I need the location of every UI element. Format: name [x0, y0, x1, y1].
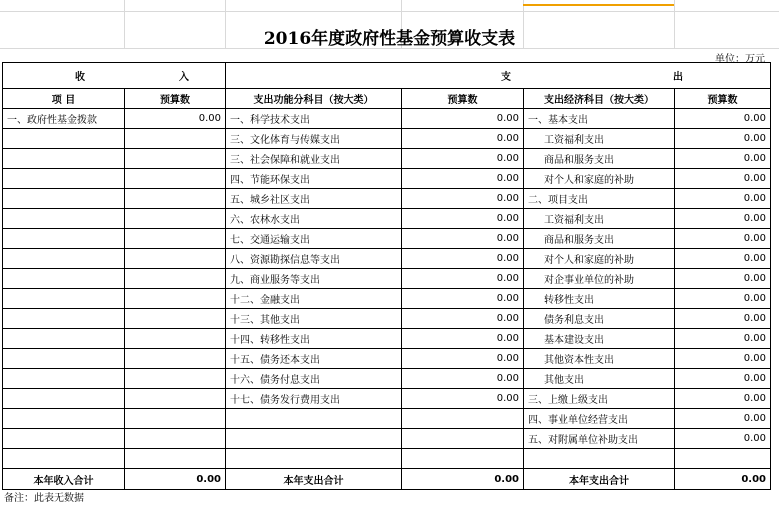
income-header-char1: 收	[75, 72, 85, 83]
income-value-cell[interactable]	[125, 269, 226, 289]
function-value-cell[interactable]: 0.00	[402, 309, 524, 329]
economic-value-cell[interactable]: 0.00	[675, 389, 771, 409]
function-value-cell[interactable]	[402, 429, 524, 449]
table-body	[3, 63, 771, 490]
income-cell[interactable]	[3, 169, 125, 189]
income-cell[interactable]	[3, 209, 125, 229]
economic-cell[interactable]: 对个人和家庭的补助	[524, 249, 675, 269]
function-value-cell[interactable]: 0.00	[402, 109, 524, 129]
table-row	[3, 109, 771, 129]
function-value-cell[interactable]: 0.00	[402, 349, 524, 369]
economic-value-cell[interactable]: 0.00	[675, 129, 771, 149]
income-value-cell[interactable]	[125, 129, 226, 149]
economic-value-cell[interactable]	[675, 449, 771, 469]
income-cell[interactable]	[3, 409, 125, 429]
economic-value-cell[interactable]: 0.00	[675, 109, 771, 129]
income-value-cell[interactable]	[125, 229, 226, 249]
function-value-cell[interactable]: 0.00	[402, 289, 524, 309]
economic-cell[interactable]: 其他资本性支出	[524, 349, 675, 369]
income-value-cell[interactable]	[125, 329, 226, 349]
function-cell[interactable]	[226, 429, 402, 449]
economic-value-cell[interactable]: 0.00	[675, 249, 771, 269]
function-value-cell[interactable]: 0.00	[402, 129, 524, 149]
function-value-cell[interactable]: 0.00	[402, 369, 524, 389]
income-cell[interactable]	[3, 229, 125, 249]
economic-value-cell[interactable]: 0.00	[675, 329, 771, 349]
table-row	[3, 209, 771, 229]
table-row	[3, 449, 771, 469]
total-economic-value[interactable]: 0.00	[675, 469, 771, 490]
function-cell[interactable]: 十五、债务还本支出	[226, 349, 402, 369]
income-value-cell[interactable]	[125, 289, 226, 309]
economic-cell[interactable]: 对企事业单位的补助	[524, 269, 675, 289]
function-cell[interactable]: 十二、金融支出	[226, 289, 402, 309]
table-row	[3, 329, 771, 349]
total-function-value[interactable]: 0.00	[402, 469, 524, 490]
col-header-budget-income[interactable]: 预算数	[125, 89, 226, 109]
table-row	[3, 129, 771, 149]
function-cell[interactable]: 三、文化体育与传媒支出	[226, 129, 402, 149]
economic-value-cell[interactable]: 0.00	[675, 369, 771, 389]
table-row	[3, 369, 771, 389]
economic-cell[interactable]: 四、事业单位经营支出	[524, 409, 675, 429]
function-cell[interactable]: 六、农林水支出	[226, 209, 402, 229]
income-value-cell[interactable]	[125, 189, 226, 209]
income-cell[interactable]	[3, 429, 125, 449]
function-value-cell[interactable]: 0.00	[402, 229, 524, 249]
function-cell[interactable]: 八、资源勘探信息等支出	[226, 249, 402, 269]
unit-label: 单位：万元	[715, 54, 765, 65]
function-cell[interactable]: 十七、债务发行费用支出	[226, 389, 402, 409]
income-value-cell[interactable]	[125, 169, 226, 189]
income-value-cell[interactable]	[125, 449, 226, 469]
income-cell[interactable]	[3, 189, 125, 209]
function-cell[interactable]: 十四、转移性支出	[226, 329, 402, 349]
table-row	[3, 169, 771, 189]
economic-cell[interactable]: 工资福利支出	[524, 129, 675, 149]
economic-cell[interactable]: 工资福利支出	[524, 209, 675, 229]
economic-cell[interactable]: 三、上缴上级支出	[524, 389, 675, 409]
economic-value-cell[interactable]: 0.00	[675, 209, 771, 229]
income-value-cell[interactable]	[125, 149, 226, 169]
income-cell[interactable]	[3, 249, 125, 269]
function-value-cell[interactable]	[402, 449, 524, 469]
income-value-cell[interactable]	[125, 349, 226, 369]
table-row	[3, 189, 771, 209]
function-value-cell[interactable]: 0.00	[402, 209, 524, 229]
function-cell[interactable]: 三、社会保障和就业支出	[226, 149, 402, 169]
table-row	[3, 229, 771, 249]
table-row	[3, 149, 771, 169]
income-value-cell[interactable]	[125, 429, 226, 449]
income-cell[interactable]	[3, 389, 125, 409]
budget-table	[2, 62, 771, 490]
income-value-cell[interactable]	[125, 209, 226, 229]
function-value-cell[interactable]: 0.00	[402, 249, 524, 269]
economic-value-cell[interactable]: 0.00	[675, 269, 771, 289]
table-row	[3, 389, 771, 409]
function-cell[interactable]: 九、商业服务等支出	[226, 269, 402, 289]
income-cell[interactable]: 一、政府性基金拨款	[3, 109, 125, 129]
function-value-cell[interactable]: 0.00	[402, 389, 524, 409]
header-row-2	[3, 89, 771, 109]
income-header-char2: 入	[179, 72, 189, 83]
income-cell[interactable]	[3, 349, 125, 369]
col-header-economic[interactable]: 支出经济科目（按大类）	[524, 89, 675, 109]
sheet-gridline	[0, 11, 779, 12]
economic-cell[interactable]: 债务利息支出	[524, 309, 675, 329]
function-cell[interactable]	[226, 409, 402, 429]
col-header-item[interactable]: 项 目	[3, 89, 125, 109]
economic-cell[interactable]: 转移性支出	[524, 289, 675, 309]
footnote: 备注：此表无数据	[4, 493, 84, 504]
economic-value-cell[interactable]: 0.00	[675, 429, 771, 449]
income-cell[interactable]	[3, 269, 125, 289]
col-header-function[interactable]: 支出功能分科目（按大类）	[226, 89, 402, 109]
function-cell[interactable]: 十六、债务付息支出	[226, 369, 402, 389]
function-cell[interactable]: 十三、其他支出	[226, 309, 402, 329]
expense-header-char2: 出	[673, 72, 683, 83]
total-function-label[interactable]: 本年支出合计	[226, 469, 402, 490]
function-cell[interactable]	[226, 449, 402, 469]
economic-value-cell[interactable]: 0.00	[675, 169, 771, 189]
income-cell[interactable]	[3, 309, 125, 329]
economic-value-cell[interactable]: 0.00	[675, 189, 771, 209]
economic-cell[interactable]: 一、基本支出	[524, 109, 675, 129]
economic-cell[interactable]: 二、项目支出	[524, 189, 675, 209]
function-value-cell[interactable]	[402, 409, 524, 429]
income-cell[interactable]	[3, 369, 125, 389]
table-row	[3, 309, 771, 329]
function-value-cell[interactable]: 0.00	[402, 189, 524, 209]
function-value-cell[interactable]: 0.00	[402, 269, 524, 289]
economic-value-cell[interactable]: 0.00	[675, 149, 771, 169]
totals-row	[3, 469, 771, 490]
economic-cell[interactable]: 其他支出	[524, 369, 675, 389]
table-row	[3, 249, 771, 269]
income-cell[interactable]	[3, 449, 125, 469]
table-row	[3, 289, 771, 309]
income-cell[interactable]	[3, 289, 125, 309]
economic-cell[interactable]: 商品和服务支出	[524, 149, 675, 169]
function-value-cell[interactable]: 0.00	[402, 169, 524, 189]
sheet-gridline	[523, 0, 674, 6]
total-economic-label[interactable]: 本年支出合计	[524, 469, 675, 490]
economic-value-cell[interactable]: 0.00	[675, 349, 771, 369]
income-value-cell[interactable]	[125, 389, 226, 409]
function-value-cell[interactable]: 0.00	[402, 329, 524, 349]
col-header-budget-function[interactable]: 预算数	[402, 89, 524, 109]
economic-value-cell[interactable]: 0.00	[675, 289, 771, 309]
total-income-value[interactable]: 0.00	[125, 469, 226, 490]
function-cell[interactable]: 七、交通运输支出	[226, 229, 402, 249]
table-row	[3, 429, 771, 449]
page-title: 2016年度政府性基金预算收支表	[263, 29, 516, 49]
header-row-1	[3, 63, 771, 89]
function-cell[interactable]: 五、城乡社区支出	[226, 189, 402, 209]
expense-header-char1: 支	[501, 72, 511, 83]
table-row	[3, 409, 771, 429]
income-header-cell[interactable]	[3, 63, 226, 89]
income-value-cell[interactable]	[125, 309, 226, 329]
economic-value-cell[interactable]: 0.00	[675, 229, 771, 249]
income-value-cell[interactable]: 0.00	[125, 109, 226, 129]
income-value-cell[interactable]	[125, 409, 226, 429]
table-row	[3, 349, 771, 369]
total-income-label[interactable]: 本年收入合计	[3, 469, 125, 490]
economic-cell[interactable]	[524, 449, 675, 469]
table-row	[3, 269, 771, 289]
economic-value-cell[interactable]: 0.00	[675, 409, 771, 429]
function-cell[interactable]: 四、节能环保支出	[226, 169, 402, 189]
income-cell[interactable]	[3, 149, 125, 169]
economic-cell[interactable]: 五、对附属单位补助支出	[524, 429, 675, 449]
function-cell[interactable]: 一、科学技术支出	[226, 109, 402, 129]
function-value-cell[interactable]: 0.00	[402, 149, 524, 169]
income-cell[interactable]	[3, 129, 125, 149]
income-value-cell[interactable]	[125, 249, 226, 269]
economic-cell[interactable]: 商品和服务支出	[524, 229, 675, 249]
income-cell[interactable]	[3, 329, 125, 349]
economic-cell[interactable]: 对个人和家庭的补助	[524, 169, 675, 189]
economic-cell[interactable]: 基本建设支出	[524, 329, 675, 349]
income-value-cell[interactable]	[125, 369, 226, 389]
expense-header-cell[interactable]	[226, 63, 771, 89]
economic-value-cell[interactable]: 0.00	[675, 309, 771, 329]
col-header-budget-economic[interactable]: 预算数	[675, 89, 771, 109]
